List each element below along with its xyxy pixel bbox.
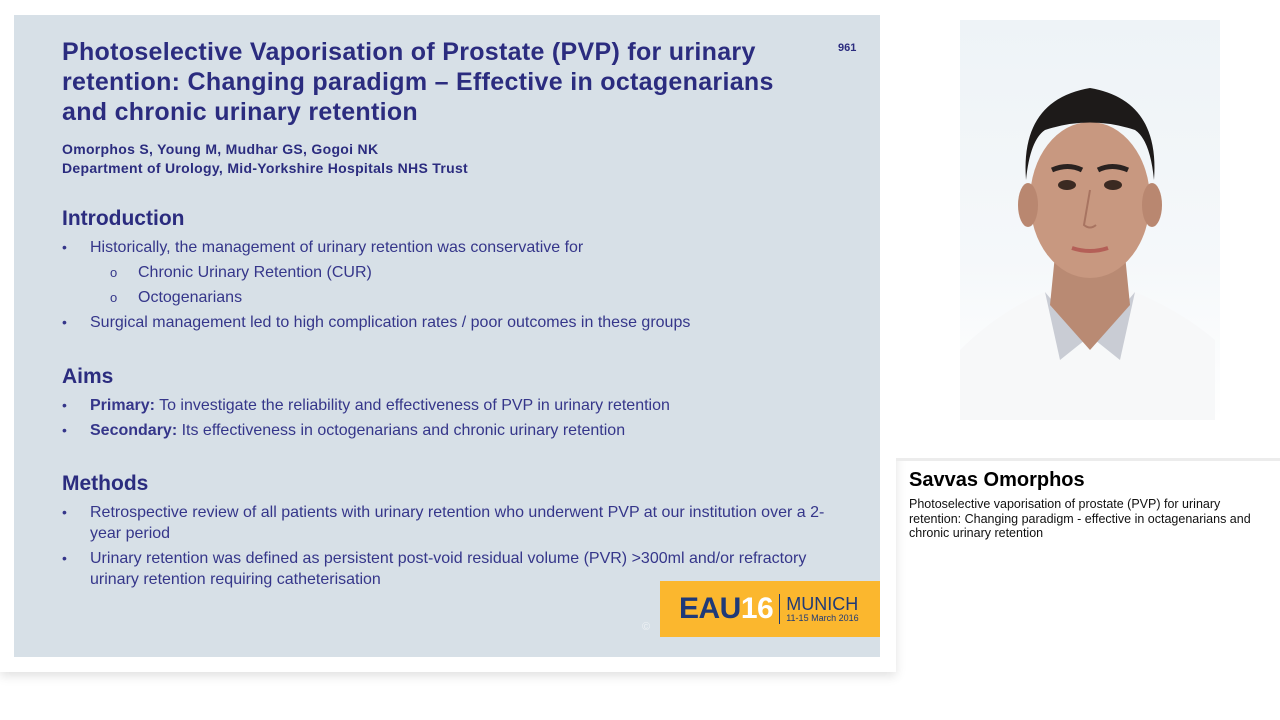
secondary-label: Secondary:: [90, 422, 178, 439]
list-item: • Surgical management led to high complication rates / poor outcomes in these groups: [62, 312, 842, 333]
introduction-list: [62, 237, 842, 337]
slide-title: Photoselective Vaporisation of Prostate (PVP) for urinary retention: Changing paradigm – Effective in octagenarians and chronic urinary retention: [62, 38, 774, 126]
list-item: [62, 395, 842, 416]
methods-heading: Methods: [62, 472, 149, 495]
aims-list: [62, 395, 842, 445]
list-item: • Historically, the management of urinary retention was conservative for: [62, 237, 842, 258]
logo-dates: 11-15 March 2016: [786, 612, 859, 623]
logo-city: MUNICH: [786, 593, 859, 614]
eau16-logo: [660, 581, 880, 637]
sub-list-item: o Chronic Urinary Retention (CUR): [62, 262, 842, 283]
portrait-image: [960, 20, 1220, 420]
speaker-photo: [960, 20, 1220, 420]
aims-heading: Aims: [62, 365, 114, 388]
secondary-text: Its effectiveness in octogenarians and chronic urinary retention: [177, 422, 626, 439]
presentation-slide: [14, 15, 880, 657]
author-list: Omorphos S, Young M, Mudhar GS, Gogoi NK: [62, 141, 379, 157]
logo-divider: [779, 594, 780, 624]
talk-title: Photoselective vaporisation of prostate (PVP) for urinary retention: Changing paradigm - effective in octagenarians and chronic urinary retention: [909, 497, 1251, 540]
primary-label: Primary:: [90, 397, 155, 414]
primary-text: To investigate the reliability and effectiveness of PVP in urinary retention: [154, 397, 670, 414]
introduction-heading: Introduction: [62, 207, 185, 230]
logo-location: [786, 595, 858, 624]
slide-number: 961: [838, 42, 857, 54]
panel-divider: [896, 458, 1280, 461]
logo-brand: EAU16: [679, 592, 774, 625]
sub-list-item: o Octogenarians: [62, 287, 842, 308]
authors-block: [62, 140, 468, 178]
speaker-photo-panel: [896, 0, 1280, 458]
affiliation: Department of Urology, Mid-Yorkshire Hospitals NHS Trust: [62, 160, 468, 176]
list-item: • Urinary retention was defined as persistent post-void residual volume (PVR) >300ml and/or refractory urinary retention requiring catheterisation: [62, 548, 842, 590]
list-item: [62, 420, 842, 441]
copyright-icon: ©: [642, 621, 651, 633]
speaker-name: Savvas Omorphos: [909, 469, 1085, 491]
list-item: • Retrospective review of all patients with urinary retention who underwent PVP at our institution over a 2-year period: [62, 502, 842, 544]
